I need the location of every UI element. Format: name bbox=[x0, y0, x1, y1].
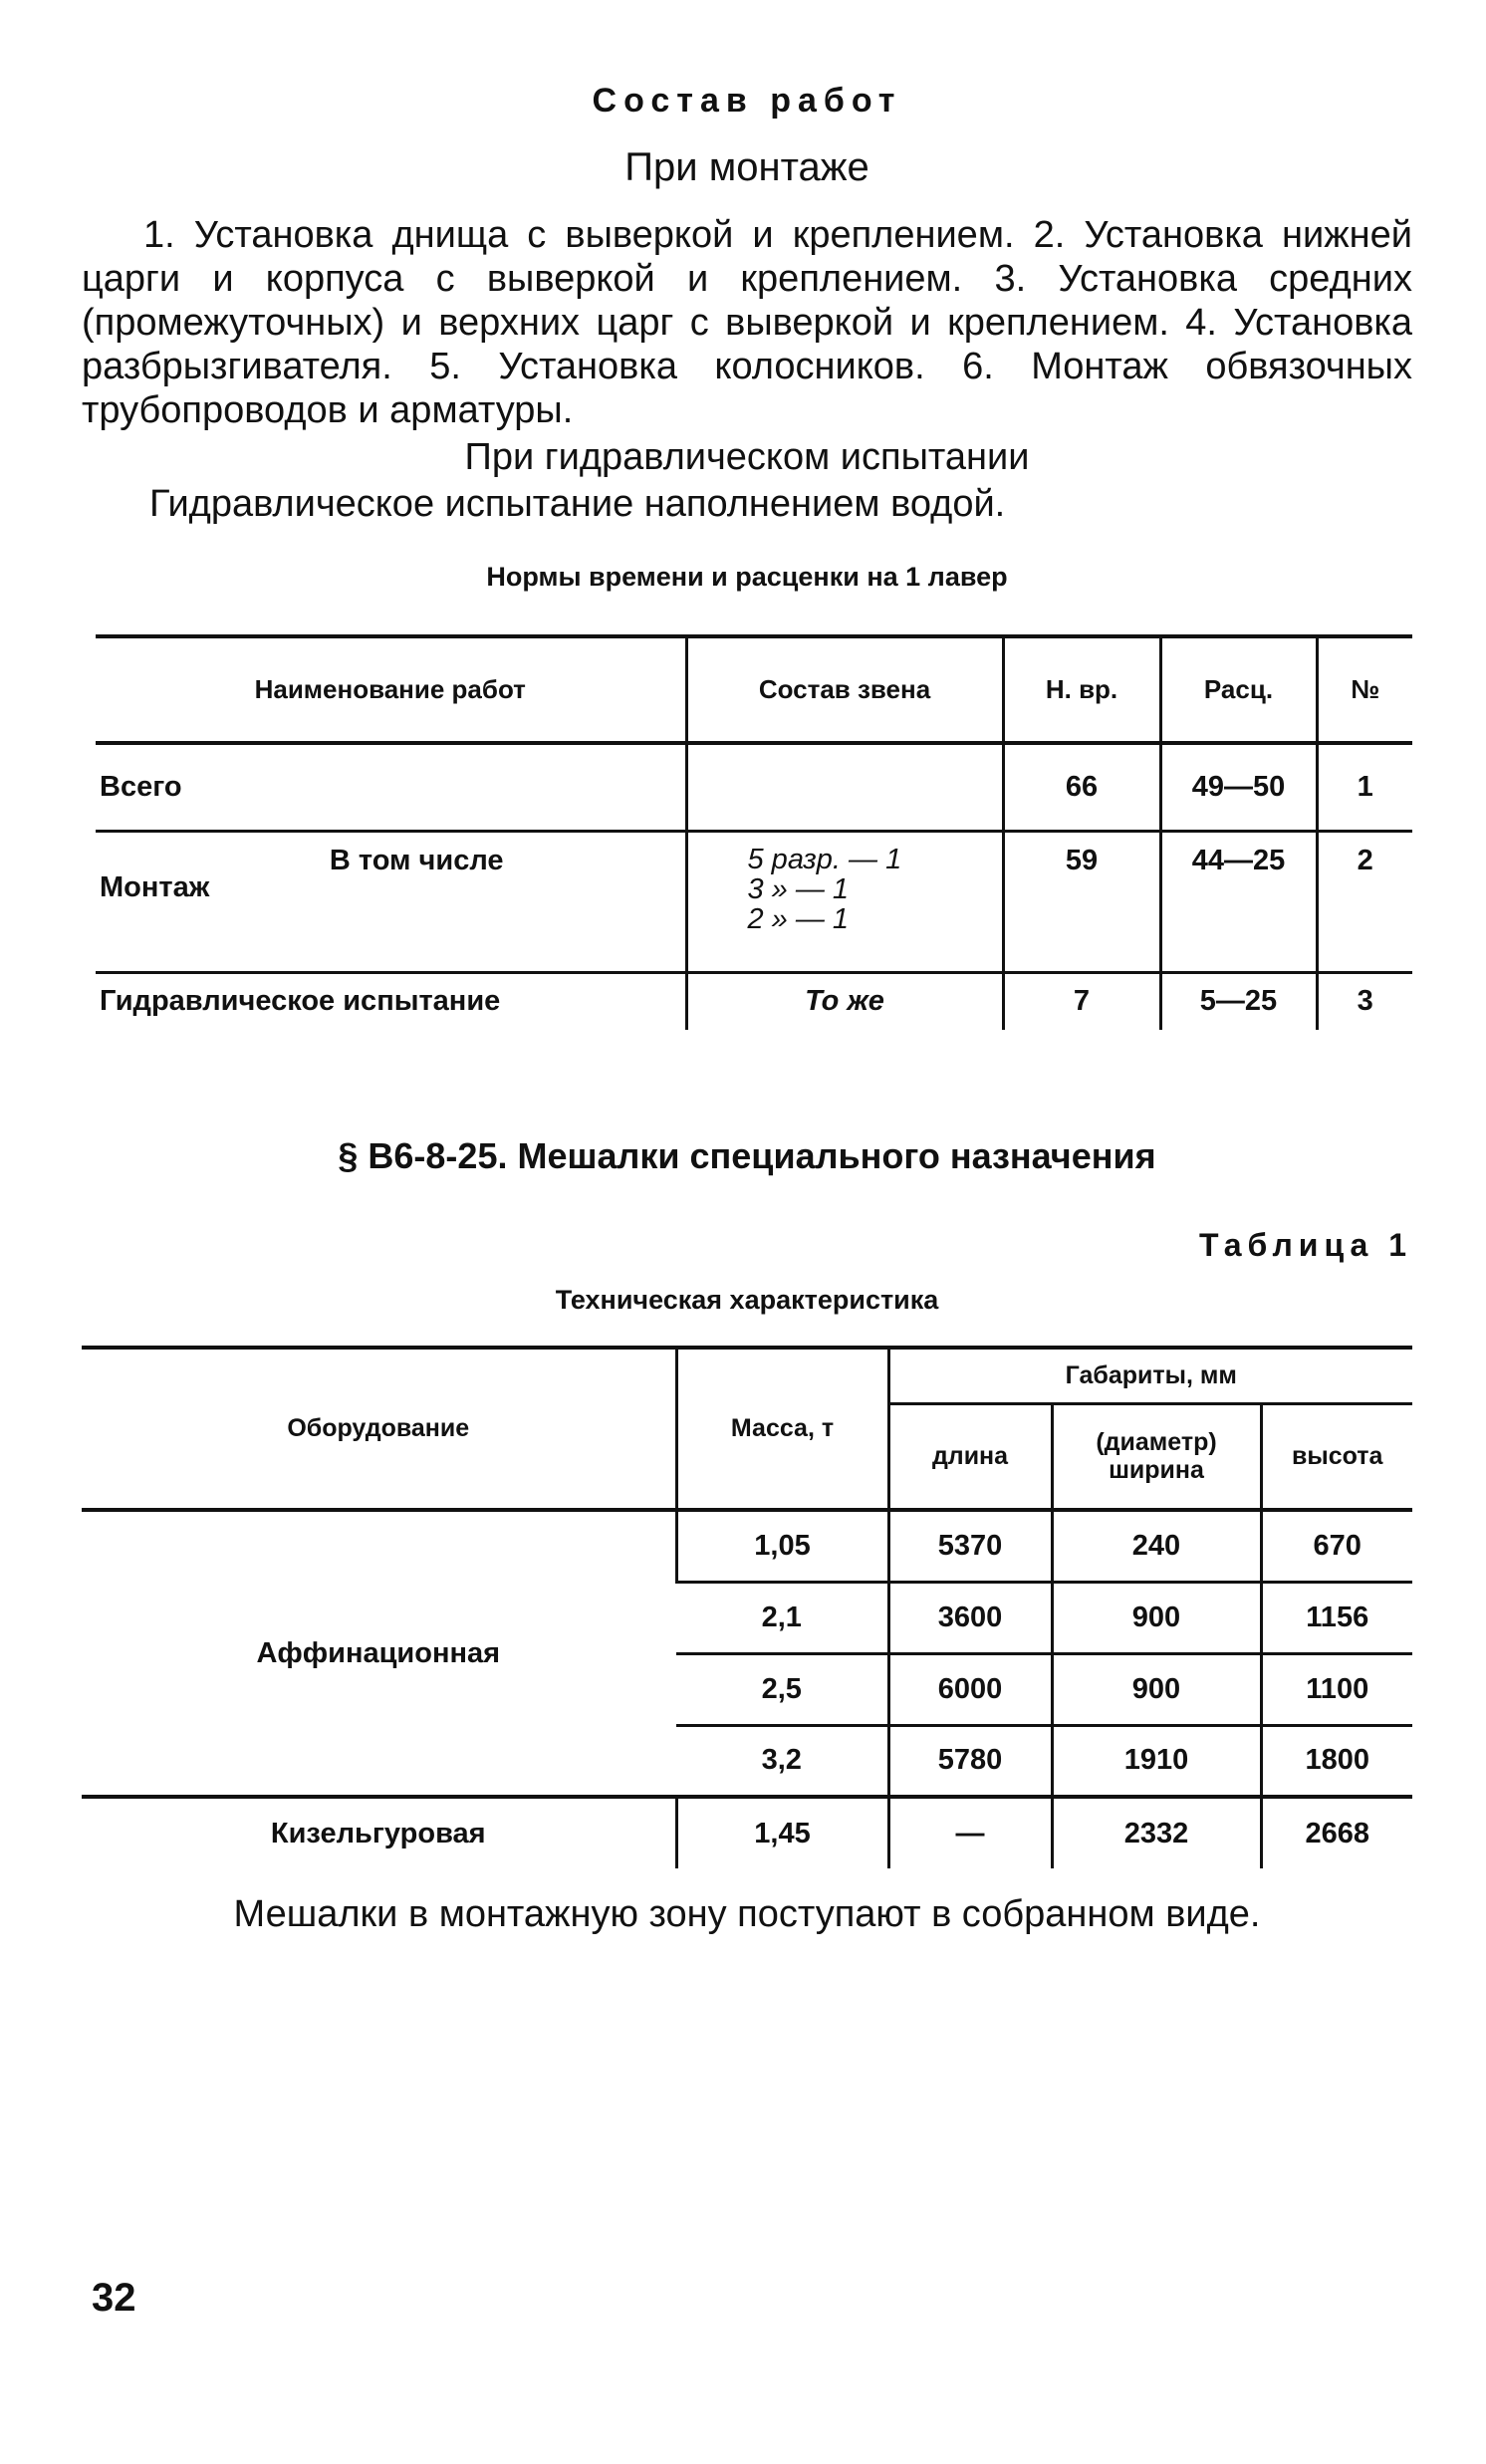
hydro-description: Гидравлическое испытание наполнением водой. bbox=[149, 483, 1006, 525]
header-height: высота bbox=[1261, 1403, 1412, 1510]
mounting-subheading: При монтаже bbox=[624, 145, 869, 189]
height-cell: 1800 bbox=[1261, 1725, 1412, 1797]
length-cell: 6000 bbox=[888, 1653, 1052, 1725]
header-number: № bbox=[1317, 636, 1412, 743]
hydro-subheading: При гидравлическом испытании bbox=[464, 436, 1030, 478]
height-cell: 1100 bbox=[1261, 1653, 1412, 1725]
height-cell: 670 bbox=[1261, 1510, 1412, 1582]
row-name: Гидравлическое испытание bbox=[100, 985, 501, 1018]
header-mass: Масса, т bbox=[676, 1348, 888, 1510]
width-cell: 240 bbox=[1052, 1510, 1261, 1582]
header-crew: Состав звена bbox=[686, 636, 1003, 743]
length-cell: 5780 bbox=[888, 1725, 1052, 1797]
table-row bbox=[96, 972, 1412, 1030]
row-rate: 5—25 bbox=[1160, 972, 1317, 1030]
row-number: 3 bbox=[1317, 972, 1412, 1030]
page-number: 32 bbox=[92, 2276, 136, 2320]
width-cell: 2332 bbox=[1052, 1797, 1261, 1868]
row-name: Монтаж bbox=[100, 870, 210, 903]
height-cell: 2668 bbox=[1261, 1797, 1412, 1868]
header-work-name: Наименование работ bbox=[96, 636, 686, 743]
row-rate: 49—50 bbox=[1160, 743, 1317, 831]
work-composition-heading: Состав работ bbox=[592, 82, 902, 120]
header-dimensions: Габариты, мм bbox=[888, 1348, 1412, 1403]
row-number: 2 bbox=[1317, 831, 1412, 972]
spec-table-header bbox=[82, 1348, 1412, 1403]
spec-table-title: Техническая характеристика bbox=[555, 1285, 939, 1315]
row-time: 66 bbox=[1003, 743, 1160, 831]
including-label: В том числе bbox=[329, 844, 504, 876]
equipment-name: Кизельгуровая bbox=[270, 1817, 486, 1849]
row-name: Всего bbox=[96, 743, 686, 831]
header-time-norm: Н. вр. bbox=[1003, 636, 1160, 743]
header-length: длина bbox=[888, 1403, 1052, 1510]
crew-line: 3 » — 1 bbox=[747, 872, 850, 905]
mass-cell: 3,2 bbox=[676, 1725, 888, 1797]
mass-cell: 2,1 bbox=[676, 1582, 888, 1653]
row-crew bbox=[686, 831, 1003, 972]
table-row bbox=[96, 743, 1412, 831]
equipment-name: Аффинационная bbox=[82, 1510, 676, 1797]
row-time: 7 bbox=[1003, 972, 1160, 1030]
width-cell: 900 bbox=[1052, 1582, 1261, 1653]
mounting-description: 1. Установка днища с выверкой и креплением. 2. Установка нижней царги и корпуса с выверкой и креплением. 3. Установка средних (промежуточных) и верхних царг с выверкой и креплением. 4. Установка разбрызгивателя. 5. Установка колосников. 6. Монтаж обвязочных трубопроводов и арматуры. bbox=[82, 214, 1412, 431]
row-name-cell bbox=[96, 831, 686, 972]
table-row bbox=[82, 1797, 1412, 1868]
spec-table bbox=[82, 1346, 1412, 1868]
header-width: (диаметр) ширина bbox=[1052, 1403, 1261, 1510]
header-rate: Расц. bbox=[1160, 636, 1317, 743]
length-cell: 3600 bbox=[888, 1582, 1052, 1653]
width-cell: 1910 bbox=[1052, 1725, 1261, 1797]
table-row bbox=[82, 1510, 1412, 1582]
mass-cell: 2,5 bbox=[676, 1653, 888, 1725]
row-rate: 44—25 bbox=[1160, 831, 1317, 972]
width-cell: 900 bbox=[1052, 1653, 1261, 1725]
row-crew: То же bbox=[686, 972, 1003, 1030]
height-cell: 1156 bbox=[1261, 1582, 1412, 1653]
crew-line: 5 разр. — 1 bbox=[747, 843, 902, 875]
mass-cell: 1,05 bbox=[676, 1510, 888, 1582]
row-time: 59 bbox=[1003, 831, 1160, 972]
row-number: 1 bbox=[1317, 743, 1412, 831]
table-row bbox=[96, 831, 1412, 972]
section-title: § В6-8-25. Мешалки специального назначения bbox=[338, 1135, 1156, 1176]
length-cell: 5370 bbox=[888, 1510, 1052, 1582]
norms-table-header bbox=[96, 636, 1412, 743]
document-page bbox=[82, 0, 1412, 2464]
footer-note: Мешалки в монтажную зону поступают в собранном виде. bbox=[233, 1893, 1261, 1935]
norms-table bbox=[96, 634, 1412, 1030]
mass-cell: 1,45 bbox=[676, 1797, 888, 1868]
table-number: Таблица 1 bbox=[1198, 1227, 1412, 1263]
length-cell: — bbox=[888, 1797, 1052, 1868]
crew-line: 2 » — 1 bbox=[747, 902, 850, 935]
row-crew bbox=[686, 743, 1003, 831]
header-equipment: Оборудование bbox=[82, 1348, 676, 1510]
norms-table-title: Нормы времени и расценки на 1 лавер bbox=[486, 562, 1008, 592]
